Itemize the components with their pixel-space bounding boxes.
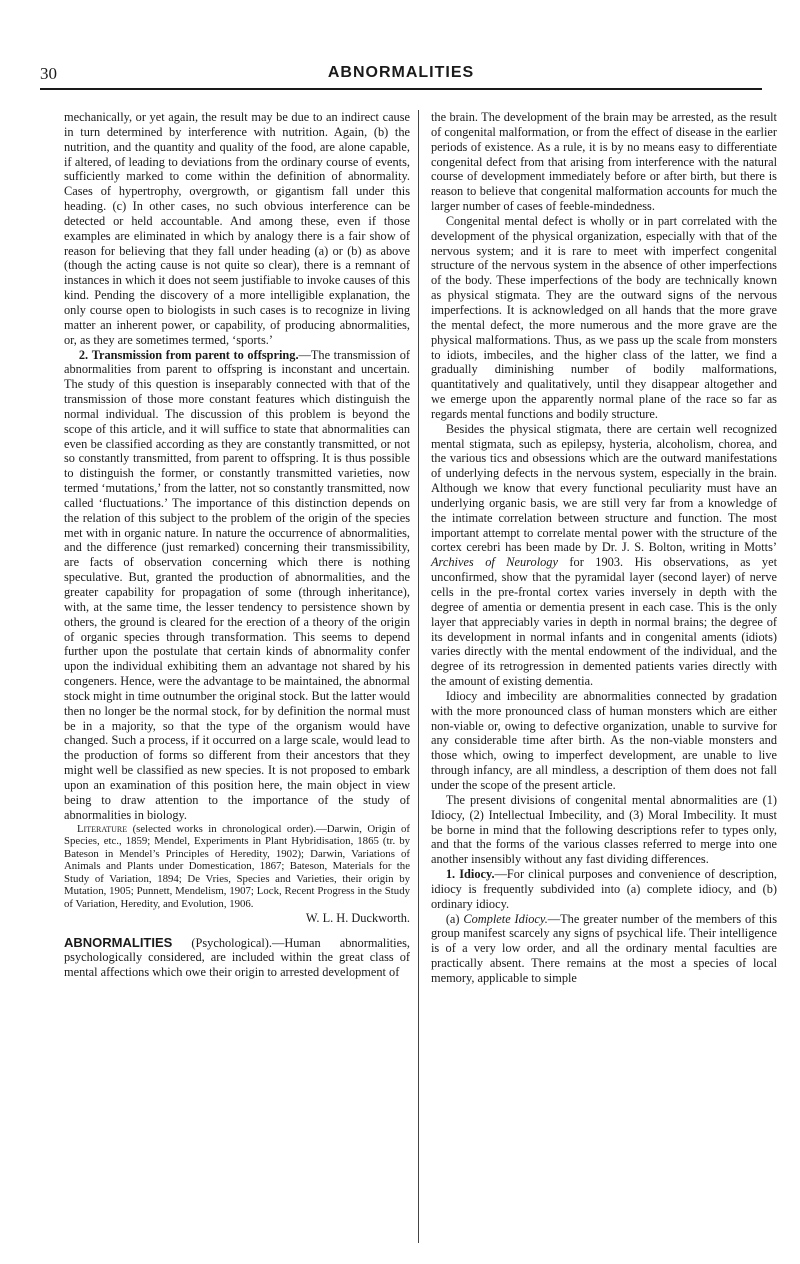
section-text: —For clinical purposes and convenience of description, idiocy is frequently subdivided into (a) complete idiocy, and (b) ordinary idiocy. xyxy=(431,867,777,911)
subsection-complete-idiocy xyxy=(431,912,777,986)
paragraph: The present divisions of congenital mental abnormalities are (1) Idiocy, (2) Intellectual Imbecility, and (3) Moral Imbecility. It must be borne in mind that the following descriptions refer to types only, and that the forms of the various classes referred to merge into one another insensibly without any fast dividing differences. xyxy=(431,792,777,867)
paragraph-text: Besides the physical stigmata, there are certain well recognized mental stigmata, such as epilepsy, hysteria, alcoholism, chorea, and the various tics and obsessions which are the outward manifestations of underlying defects in the nervous system, especially in the brain. Although we know that every functional peculiarity must have an underlying organic basis, we are still very far from a knowledge of the intimate correlation between structure and function. The most important attempt to correlate mental power with the structure of the cortex cerebri has been made by Dr. J. S. Bolton, writing in Motts’ xyxy=(431,421,777,555)
section-number: 1. xyxy=(445,867,456,882)
subsection-label: (a) xyxy=(445,911,464,926)
section-title: Transmission from parent to offspring. xyxy=(91,347,299,362)
page-header xyxy=(40,64,762,86)
section-number: 2. xyxy=(78,347,89,362)
article-text: —Human abnormalities, psychologically considered, are included within the great class of mental affections which owe their origin to arrested development of xyxy=(64,935,410,980)
page-number: 30 xyxy=(40,64,57,83)
subsection-title: Complete Idiocy. xyxy=(463,911,548,926)
column-divider xyxy=(418,110,419,1243)
running-head: ABNORMALITIES xyxy=(327,64,475,81)
literature-text: (selected works in chronological order).—Darwin, Origin of Species, etc., 1859; Mendel, Experiments in Plant Hybridisation, 1865 (tr. by Bateson in Mendel’s Principles of Heredity, 1902); Darwin, Variations of Animals and Plants under Domestication, 1867; Bateson, Materials for the Study of Variation, 1894; De Vries, Species and Varieties, their origin by Mutation, 1905; Punnett, Mendelism, 1907; Lock, Recent Progress in the Study of Variation, Heredity, and Evolution, 1906. xyxy=(64,822,410,911)
header-rule xyxy=(40,88,762,90)
article-subtitle: (Psychological). xyxy=(172,935,272,950)
left-column xyxy=(64,110,410,980)
section-idiocy xyxy=(431,867,777,912)
paragraph: Congenital mental defect is wholly or in part correlated with the development of the physical organization, especially with that of the nervous system; and it is rare to meet with imperfect congenital structure of the nervous system in the absence of other imperfections of the body. These imperfections of the body are technically known as physical stigmata. They are the outward signs of the nervous imperfections. It is acknowledged on all hands that the more grave the mental defect, the more numerous and the more grave are the physical malformations. Thus, as we pass up the scale from monsters to idiots, imbeciles, and the higher class of the latter, we find a gradually diminishing number of bodily malformations, quantitatively and qualitatively, until they disappear altogether and we emerge upon the apparently normal plane of the race so far as regards mental functions and bodily structure. xyxy=(431,213,777,421)
literature-label: Literature xyxy=(76,822,128,835)
section-text: —The transmission of abnormalities from parent to offspring is inconstant and uncertain. The study of this question is inseparably connected with that of the transmission of those more constant features which distinguish the normal individual. The discussion of this problem is beyond the scope of this article, and it will suffice to state that abnormalities can even be classified according as they are constantly transmitted, or not so constantly transmitted, from parent to offspring. It is thus possible to distinguish the former, or constantly transmitted varieties, now termed ‘mutations,’ from the latter, not so constantly transmitted, now called ‘fluctuations.’ The importance of this distinction depends on the relation of this subject to the problem of the origin of the species met with in organic nature. In nature the occurrence of abnormalities, and the difference (just remarked) concerning their transmissibility, are facts of observation concerning which there is nothing speculative. But, granted the production of abnormalities, and the greater capability for propagation of some (through inheritance), with, at the same time, the lesser tendency to persistence shown by others, the ground is cleared for the erection of a theory of the origin of organic species through transformation. This seems to depend further upon the postulate that certain kinds of abnormality confer upon the individual exhibiting them an advantage not shared by his congeners. Hence, were the advantage to be maintained, the abnormal stock might in time outnumber the original stock. But the latter would then no longer be the normal stock, for by definition the normal must be in a majority, so that the type of the organism would have changed. Such a process, if it occurred on a large scale, would lead to the production of forms so different from their ancestors that they might well be classified as new species. It is not proposed to embark upon an examination of this position here, the main object in view being to draw attention to the importance of the study of abnormalities in biology. xyxy=(64,347,410,822)
paragraph: mechanically, or yet again, the result may be due to an indirect cause in turn determined by interference with nutrition. Again, (b) the nutrition, and the quantity and quality of the food, are alone capable, if altered, of leading to deviations from the ordinary course of events, sufficiently marked to come within the definition of abnormality. Cases of hypertrophy, overgrowth, or gigantism fall under this heading. (c) In other cases, no such obvious interference can be detected or held accountable. And among these, even if those examples are eliminated in which by analogy there is a fair show of reason for believing that they fall under heading (a) or (b) as above (though the acting cause is not quite so clear), there is a remnant of instances in which it does not seem justifiable to invoke causes of this kind. Pending the discovery of a more intelligible explanation, the only course open to biologists in such cases is to recognize in living matter an inherent power, or capability, of producing abnormalities, or, as they are sometimes termed, ‘sports.’ xyxy=(64,110,410,347)
right-column xyxy=(431,110,777,986)
paragraph: the brain. The development of the brain may be arrested, as the result of congenital malformation, or from the effect of disease in the earlier periods of existence. As a rule, it is by no means easy to differentiate congenital defect from that arising from interference with the natural course of development immediately before or after birth, but there is reason to believe that congenital malformation accounts for much the larger number of cases of feeble-mindedness. xyxy=(431,110,777,214)
subsection-text: —The greater number of the members of this group manifest scarcely any signs of psychical life. Their intelligence is of a very low order, and all the ordinary mental faculties are practically absent. There remains at the most a species of local memory, applicable to simple xyxy=(431,911,778,985)
author-signature: W. L. H. Duckworth. xyxy=(305,910,410,925)
paragraph-text: for 1903. His observations, as yet unconfirmed, show that the pyramidal layer (second layer) of nerve cells in the pre-frontal cortex varies inversely in depth with the degree of amentia or dementia present in each case. This is the only layer that appreciably varies in depth in normal brains; the degree of its development in normal infants and in congenital aments (idiots) varies directly with the mental endowment of the individual, and the degree of its retrogression in demented patients varies directly with the amount of existing dementia. xyxy=(431,555,778,689)
paragraph: Idiocy and imbecility are abnormalities connected by gradation with the more pronounced class of human monsters which are either non-viable or, owing to defective organization, unable to survive for any considerable time after birth. As the non-viable monsters and those which, owing to imperfect development, are unable to live through infancy, are all mindless, a description of them does not fall under the scope of the present article. xyxy=(431,688,777,792)
article-abnormalities-psychological xyxy=(64,936,410,981)
paragraph xyxy=(431,422,777,689)
literature-list xyxy=(64,823,410,911)
section-title: Idiocy. xyxy=(459,867,495,882)
journal-title: Archives of Neurology xyxy=(431,555,558,570)
article-title: ABNORMALITIES xyxy=(64,934,173,950)
section-transmission xyxy=(64,348,410,823)
